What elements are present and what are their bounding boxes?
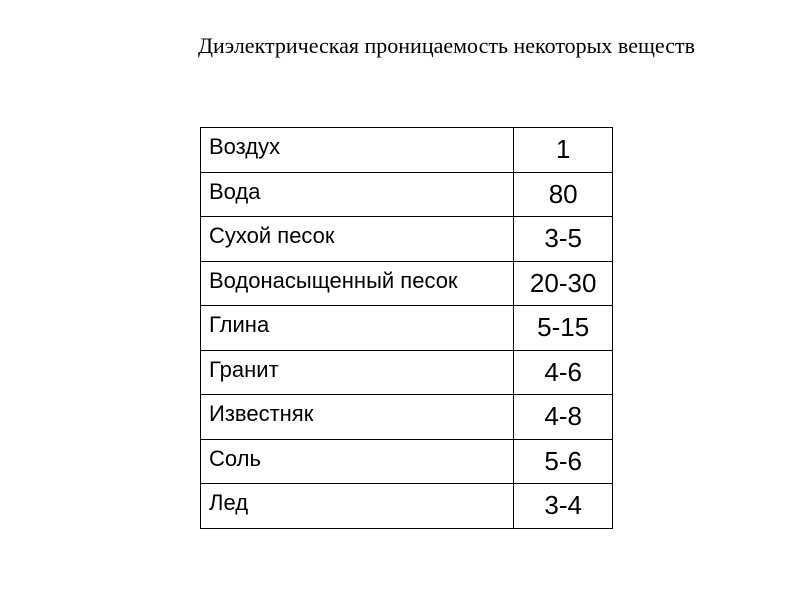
page-title: Диэлектрическая проницаемость некоторых веществ (198, 33, 695, 58)
permittivity-value: 4-6 (514, 350, 613, 395)
table-row (201, 484, 613, 529)
permittivity-value: 80 (514, 172, 613, 217)
table-row (201, 217, 613, 262)
table-row (201, 439, 613, 484)
substance-name: Глина (209, 312, 270, 337)
substance-cell (201, 350, 514, 395)
table-row (201, 350, 613, 395)
substance-name: Соль (209, 445, 261, 471)
table-row (201, 261, 613, 306)
permittivity-value: 3-4 (514, 484, 613, 529)
substance-name: Водонасыщенный песок (209, 267, 458, 293)
permittivity-value: 5-6 (514, 439, 613, 484)
substance-cell (201, 172, 514, 217)
permittivity-value: 5-15 (514, 306, 613, 351)
substance-cell (201, 306, 514, 351)
dielectric-table (200, 127, 613, 529)
table-row (201, 395, 613, 440)
substance-name: Лед (209, 490, 249, 515)
table-row (201, 306, 613, 351)
permittivity-value: 1 (514, 128, 613, 173)
substance-cell (201, 261, 514, 306)
substance-name: Гранит (209, 356, 279, 382)
substance-name: Известняк (209, 401, 314, 426)
permittivity-value: 4-8 (514, 395, 613, 440)
permittivity-value: 3-5 (514, 217, 613, 262)
substance-cell (201, 484, 514, 529)
substance-name: Сухой песок (209, 223, 335, 248)
permittivity-value: 20-30 (514, 261, 613, 306)
substance-name: Воздух (209, 134, 281, 159)
substance-cell (201, 217, 514, 262)
substance-cell (201, 395, 514, 440)
table-row (201, 172, 613, 217)
substance-cell (201, 439, 514, 484)
substance-name: Вода (209, 178, 261, 204)
substance-cell (201, 128, 514, 173)
table-row (201, 128, 613, 173)
